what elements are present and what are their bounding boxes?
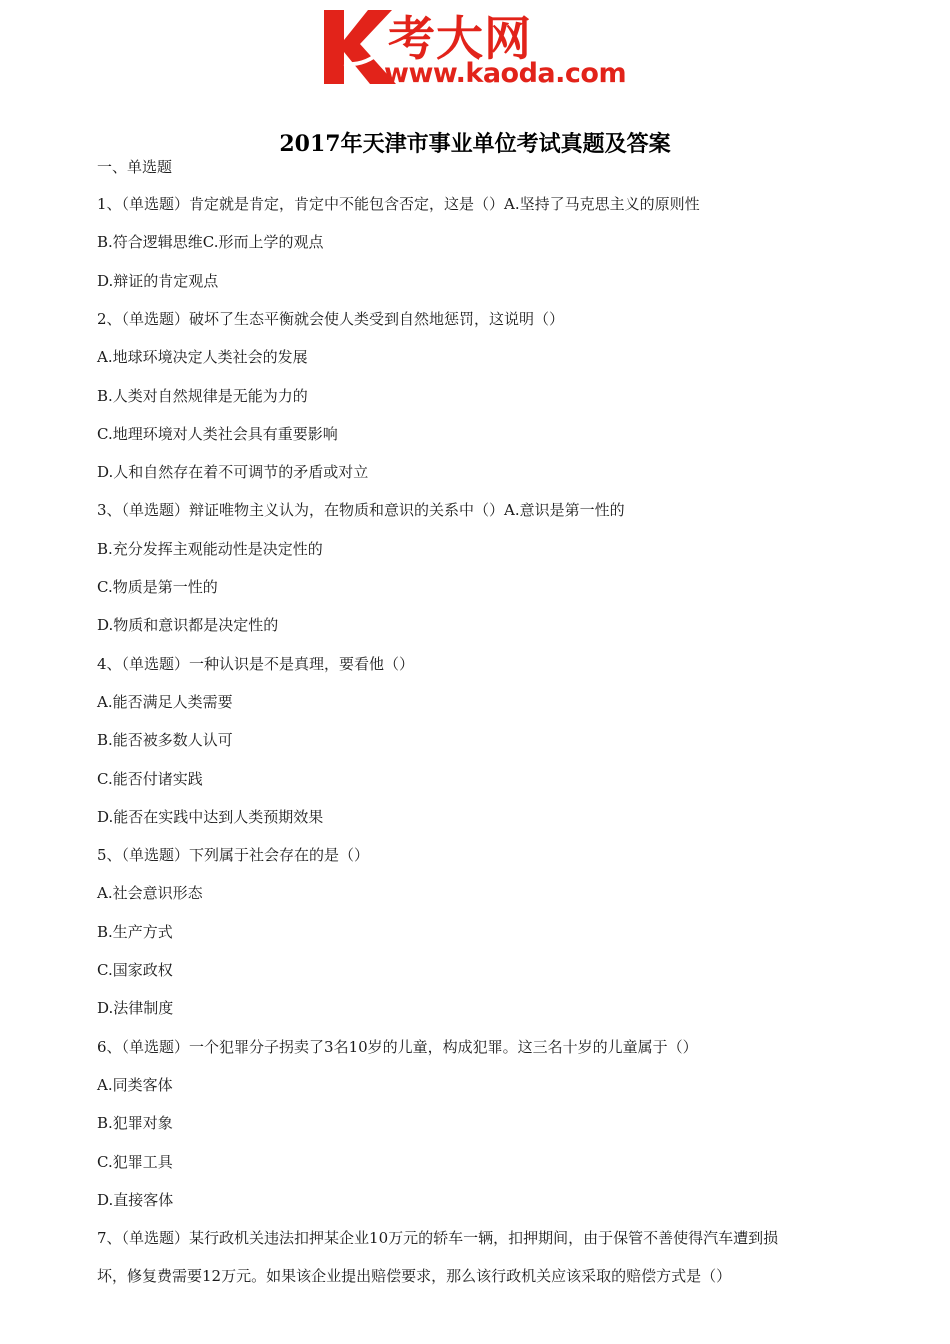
- option-line: A.能否满足人类需要: [97, 693, 233, 711]
- option-line: B.充分发挥主观能动性是决定性的: [97, 540, 323, 558]
- section-heading: 一、单选题: [97, 158, 173, 176]
- option-line: C.国家政权: [97, 961, 173, 979]
- option-line: C.物质是第一性的: [97, 578, 218, 596]
- option-line: D.能否在实践中达到人类预期效果: [97, 808, 324, 826]
- option-line: D.人和自然存在着不可调节的矛盾或对立: [97, 463, 369, 481]
- option-line: D.法律制度: [97, 999, 174, 1017]
- option-line: D.辩证的肯定观点: [97, 272, 219, 290]
- logo-url: www.kaoda.com: [384, 58, 627, 89]
- option-line: B.能否被多数人认可: [97, 731, 233, 749]
- option-line: C.能否付诸实践: [97, 770, 203, 788]
- question-line: 3、（单选题）辩证唯物主义认为，在物质和意识的关系中（）A.意识是第一性的: [97, 501, 625, 519]
- option-line: B.生产方式: [97, 923, 173, 941]
- kaoda-logo: [322, 6, 652, 92]
- question-line: 1、（单选题）肯定就是肯定，肯定中不能包含否定，这是（）A.坚持了马克思主义的原则性: [97, 195, 700, 213]
- option-line: B.犯罪对象: [97, 1114, 173, 1132]
- option-line: B.符合逻辑思维C.形而上学的观点: [97, 233, 324, 251]
- question-line: 2、（单选题）破坏了生态平衡就会使人类受到自然地惩罚，这说明（）: [97, 310, 565, 328]
- option-line: D.物质和意识都是决定性的: [97, 616, 279, 634]
- question-line: 4、（单选题）一种认识是不是真理，要看他（）: [97, 655, 415, 673]
- option-line: C.地理环境对人类社会具有重要影响: [97, 425, 338, 443]
- option-line: B.人类对自然规律是无能为力的: [97, 387, 308, 405]
- option-line: 坏，修复费需要12万元。如果该企业提出赔偿要求，那么该行政机关应该采取的赔偿方式是（）: [97, 1267, 732, 1285]
- option-line: A.同类客体: [97, 1076, 173, 1094]
- option-line: D.直接客体: [97, 1191, 174, 1209]
- option-line: C.犯罪工具: [97, 1153, 173, 1171]
- question-line: 7、（单选题）某行政机关违法扣押某企业10万元的轿车一辆，扣押期间，由于保管不善使得汽车遭到损: [97, 1229, 779, 1247]
- option-line: A.社会意识形态: [97, 884, 203, 902]
- option-line: A.地球环境决定人类社会的发展: [97, 348, 308, 366]
- question-line: 6、（单选题）一个犯罪分子拐卖了3名10岁的儿童，构成犯罪。这三名十岁的儿童属于（）: [97, 1038, 698, 1056]
- question-line: 5、（单选题）下列属于社会存在的是（）: [97, 846, 370, 864]
- logo-site-name: 考大网: [388, 12, 532, 67]
- document-title: 2017年天津市事业单位考试真题及答案: [279, 131, 671, 157]
